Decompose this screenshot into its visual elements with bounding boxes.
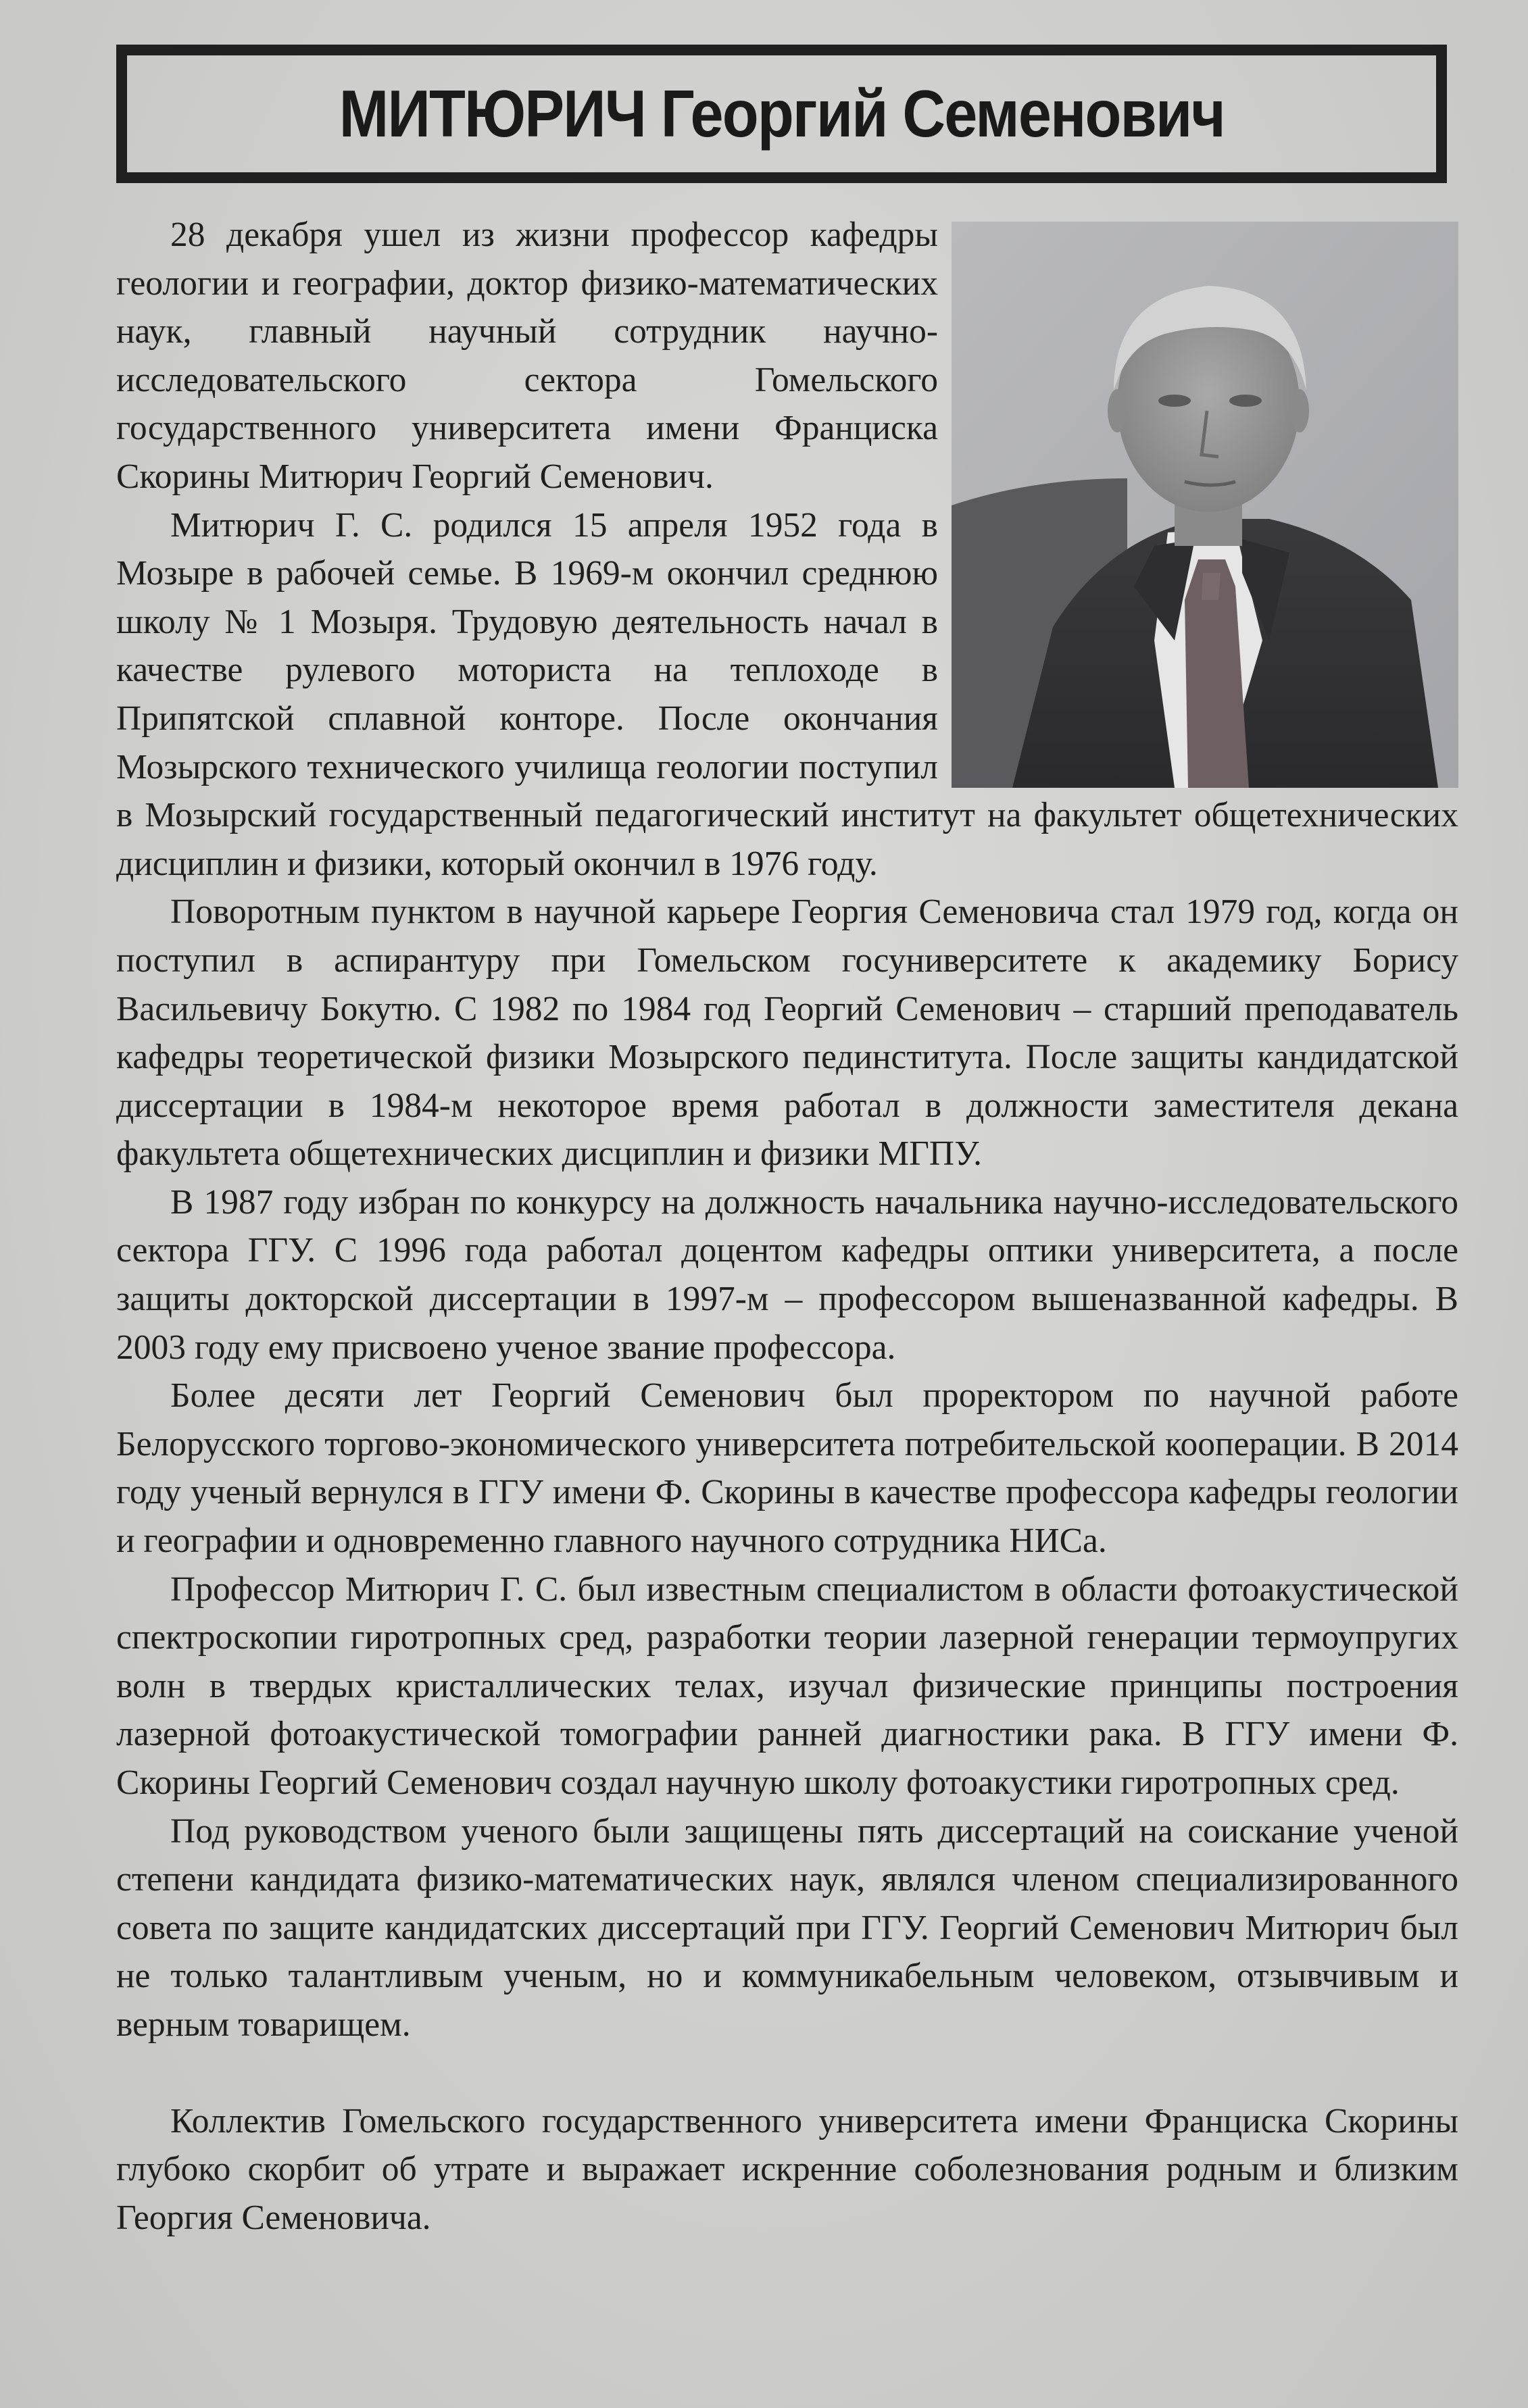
paragraph: Более десяти лет Георгий Семенович был проректором по научной работе Белорусского торгово-экономического университета потребительской кооперации. В 2014 году ученый вернулся в ГГУ имени Ф. Скорины в качестве профессора кафедры геологии и географии и одновременно главного научного сотрудника НИСа.	[116, 1376, 1458, 1561]
photo-spacer	[938, 211, 1458, 786]
paragraph: Профессор Митюрич Г. С. был известным специалистом в области фотоакустической спектроскопии гиротропных сред, разработки теории лазерной генерации термоупругих волн в твердых кристаллических телах, изучал физические принципы построения лазерной фотоакустической томографии ранней диагностики рака. В ГГУ имени Ф. Скорины Георгий Семенович создал научную школу фотоакустики гиротропных сред.	[116, 1570, 1458, 1802]
paragraph: В 1987 году избран по конкурсу на должность начальника научно-исследовательского сектора ГГУ. С 1996 года работал доцентом кафедры оптики университета, а после защиты докторской диссертации в 1997-м – профессором вышеназванной кафедры. В 2003 году ему присвоено ученое звание профессора.	[116, 1182, 1458, 1367]
closing-paragraph: Коллектив Гомельского государственного университета имени Франциска Скорины глубоко скорбит об утрате и выражает искренние соболезнования родным и близким Георгия Семеновича.	[116, 2101, 1458, 2237]
paragraph: 28 декабря ушел из жизни профессор кафедры геологии и географии, доктор физико-математических наук, главный научный сотрудник научно-исследовательского сектора Гомельского государственного университета имени Франциска Скорины Митюрич Георгий Семенович.	[116, 216, 938, 496]
page-title: МИТЮРИЧ Георгий Семенович	[339, 76, 1225, 151]
paragraph: Поворотным пунктом в научной карьере Георгия Семеновича стал 1979 год, когда он поступил в аспирантуру при Гомельском госуниверситете к академику Борису Васильевичу Бокутю. С 1982 по 1984 год Георгий Семенович – старший преподаватель кафедры теоретической физики Мозырского пединститута. После защиты кандидатской диссертации в 1984-м некоторое время работал в должности заместителя декана факультета общетехнических дисциплин и физики МГПУ.	[116, 893, 1458, 1174]
title-frame	[116, 45, 1447, 183]
paragraph: Митюрич Г. С. родился 15 апреля 1952 года в Мозыре в рабочей семье. В 1969-м окончил среднюю школу № 1 Мозыря. Трудовую деятельность начал в качестве рулевого моториста на теплоходе в Припятской сплавной конторе. После окончания Мозырского технического училища геологии поступил в Мозырский государственный педагогический институт на факультет общетехнических дисциплин и физики, который окончил в 1976 году.	[116, 505, 1458, 883]
article-body	[116, 211, 1458, 2242]
paragraph: Под руководством ученого были защищены пять диссертаций на соискание ученой степени кандидата физико-математических наук, являлся членом специализированного совета по защите кандидатских диссертаций при ГГУ. Георгий Семенович Митюрич был не только талантливым ученым, но и коммуникабельным человеком, отзывчивым и верным товарищем.	[116, 1811, 1458, 2044]
